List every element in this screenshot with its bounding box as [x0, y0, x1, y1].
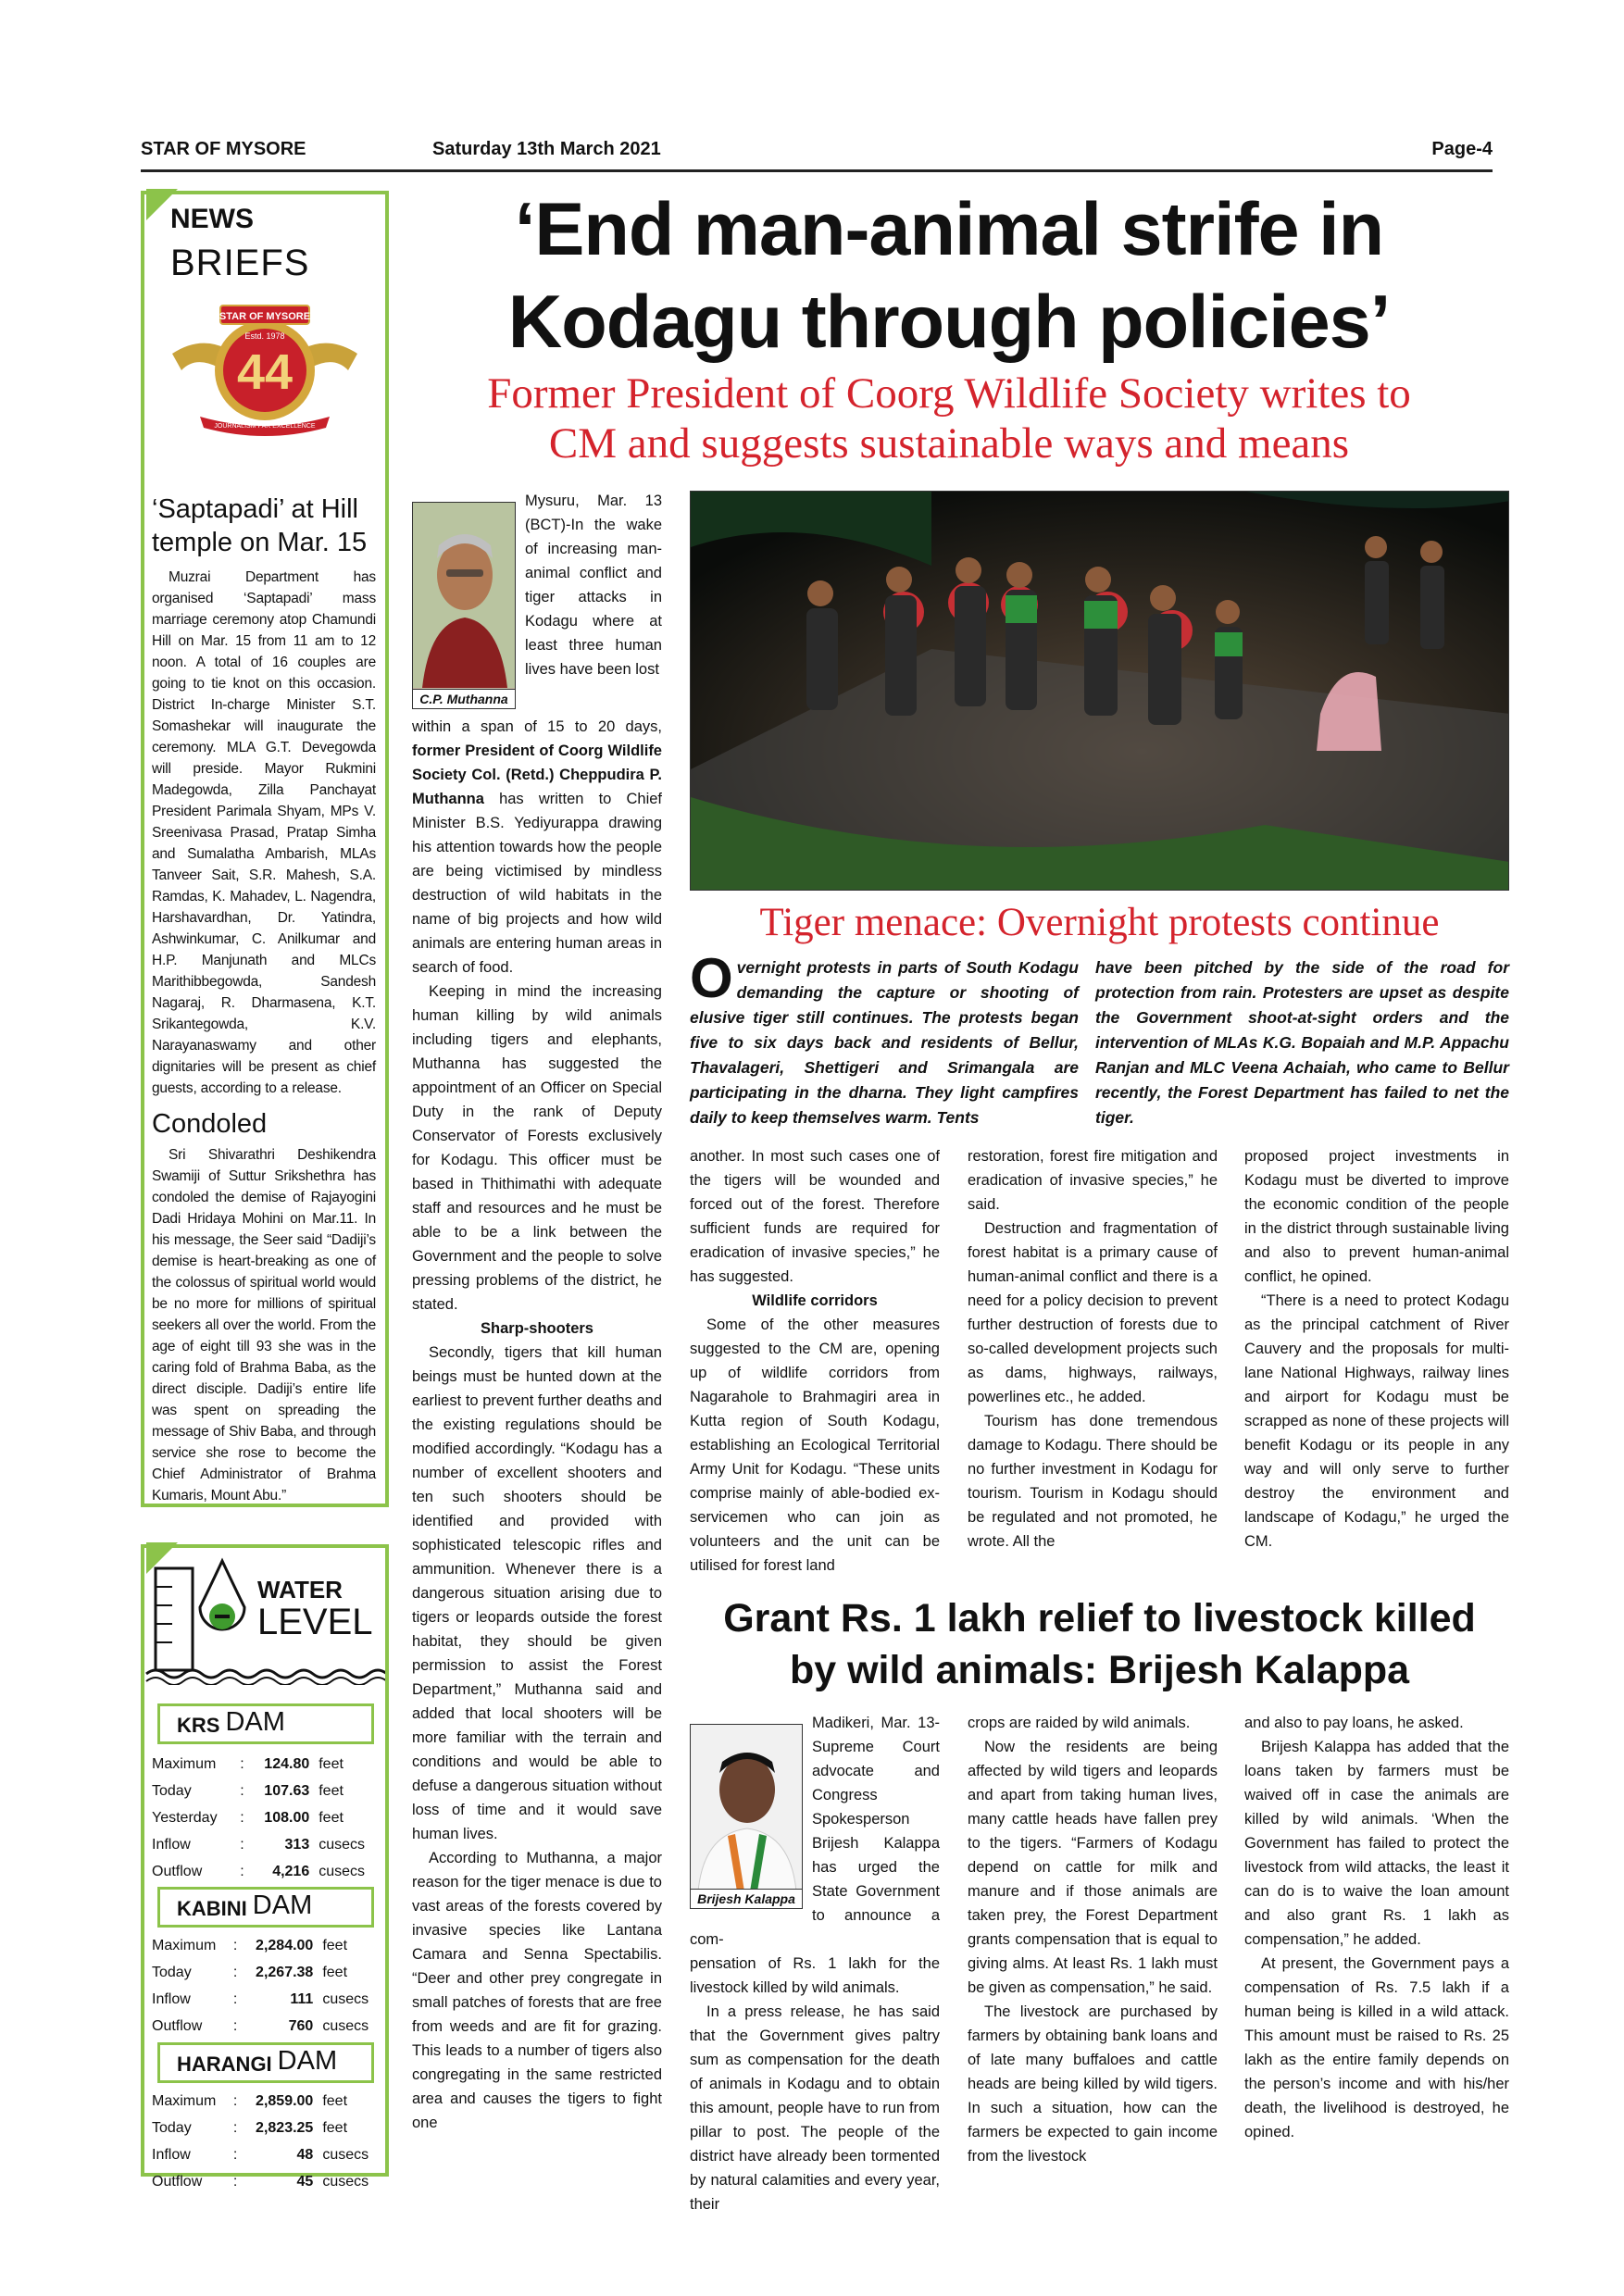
table-row: [152, 1933, 380, 1958]
table-row: [152, 2142, 380, 2167]
row-sep: :: [232, 1965, 238, 1980]
story1-column-3: [968, 1144, 1218, 1554]
story1-intro: Mysuru, Mar. 13 (BCT)-In the wake of increasing man-animal conflict and tiger attacks in Kodagu where at least three human lives have been lost: [525, 493, 662, 678]
deck-line-1: Former President of Coorg Wildlife Society writes to: [487, 369, 1411, 418]
story1-column-1: [412, 489, 662, 2202]
row-value: 108.00: [264, 1810, 310, 1826]
grant-headline: [690, 1592, 1509, 1696]
news-label: NEWS: [170, 204, 254, 234]
row-unit: feet: [322, 2120, 348, 2136]
grant-headline-line-1: Grant Rs. 1 lakh relief to livestock killed: [723, 1596, 1476, 1641]
row-value: 2,823.25: [256, 2120, 314, 2136]
table-row: [152, 2089, 380, 2114]
grant-paragraph: At present, the Government pays a compensation of Rs. 7.5 lakh if a human being is killed in a wild attack. This amount must be raised to Rs. 25 lakh as the entire family depends on the person’s income and with his/her death, the livelihood is destroyed, he opined.: [1244, 1955, 1509, 2140]
table-row: [152, 1752, 380, 1777]
row-sep: :: [232, 1938, 238, 1953]
water-label: WATER: [257, 1576, 343, 1603]
grant-paragraph: Brijesh Kalappa has added that the loans taken by farmers must be waived off in case the animals are killed by wild animals. ‘When the Government has failed to protect the livestock from wild attacks, the least it can do is to waive the loan amount and also grant Rs. 1 lakh as compensation,” he added.: [1244, 1739, 1509, 1948]
row-label: Inflow: [152, 1837, 191, 1853]
row-label: Inflow: [152, 2147, 191, 2163]
row-unit: cusecs: [322, 2018, 369, 2034]
table-row: [152, 1859, 380, 1884]
brief2-body: [152, 1144, 376, 1506]
story1-paragraph: Secondly, tigers that kill human beings must be hunted down at the earliest to prevent further deaths and the existing regulations should be modified accordingly. “Kodagu has a number of excellent shooters and ten such shooters should be identified and provided with sophisticated telescopic rifles and ammunition. Whenever there is a dangerous situation arising due to tigers or leopards outside the forest habitat, they should be given permission to assist the Forest Department,” Muthanna said and added that local shooters will be more familiar with the terrain and conditions and would be able to defuse a dangerous situation without loss of time and it would save human lives.: [412, 1344, 662, 1842]
grant-headline-line-2: by wild animals: Brijesh Kalappa: [789, 1648, 1410, 1692]
headline-line-2: Kodagu through policies’: [507, 281, 1391, 364]
story1-paragraph: Some of the other measures suggested to the CM are, opening up of wildlife corridors from Nagarahole to Brahmagiri area in Kutta region of South Kodagu, establishing an Ecological Territorial Army Unit for Kodagu. “These units comprise mainly of able-bodied ex-servicemen who can join as volunteers and the unit can be utilised for forest land: [690, 1316, 940, 1574]
row-value: 2,267.38: [256, 1965, 314, 1980]
logo-title: STAR OF MYSORE: [219, 311, 311, 322]
masthead: [141, 139, 1493, 172]
row-label: Outflow: [152, 2174, 203, 2190]
story1-intro-cont: within a span of 15 to 20 days,: [412, 718, 662, 735]
story1-paragraph: “There is a need to protect Kodagu as the principal catchment of River Cauvery and the proposals for multi-lane National Highways, railway lines and airport for Kodagu must be scrapped as none of these projects will benefit Kodagu or its people in any way and will only serve to further destroy the environment and landscape of Kodagu,” he urged the CM.: [1244, 1292, 1509, 1550]
logo-motto: JOURNALISM PAR EXCELLENCE: [214, 423, 316, 430]
grant-paragraph: Madikeri, Mar. 13- Supreme Court advocate and Congress Spokesperson Brijesh Kalappa has urged the State Government to announce a com-: [690, 1715, 940, 1948]
row-sep: :: [232, 2174, 238, 2190]
krs-dam-header: [157, 1703, 374, 1744]
star-of-mysore-44-logo: [163, 298, 367, 437]
row-sep: :: [232, 2120, 238, 2136]
row-sep: :: [232, 2147, 238, 2163]
muthanna-photo: [412, 502, 516, 709]
krs-dam-name: KRS: [177, 1714, 220, 1737]
row-value: 313: [284, 1837, 310, 1853]
dam-suffix: DAM: [277, 2046, 338, 2076]
story1-intro-end: has written to Chief Minister B.S. Yediyurappa drawing his attention towards how the people are being victimised by mindless destruction of wild habitats in the name of big projects and how wild animals are entering human areas in search of food.: [412, 791, 662, 976]
main-deck: [389, 368, 1509, 468]
grant-paragraph: In a press release, he has said that the Government gives paltry sum as compensation for the death of animals in Kodagu and to obtain this amount, people have to run from pillar to post. The people of the district have already been tormented by natural calamities and every year, their: [690, 2003, 940, 2213]
row-sep: :: [232, 2018, 238, 2034]
level-label: LEVEL: [257, 1602, 373, 1642]
row-label: Maximum: [152, 2093, 217, 2109]
grant-paragraph: pensation of Rs. 1 lakh for the livestock killed by wild animals.: [690, 1955, 940, 1996]
brief1-body: [152, 567, 376, 1099]
table-row: [152, 1778, 380, 1803]
brief1-text: Muzrai Department has organised ‘Saptapadi’ mass marriage ceremony atop Chamundi Hill on Mar. 15 from 11 am to 12 noon. A total of 16 couples are going to tie knot on this occasion. District In-charge Minister S.T. Somashekar will inaugurate the ceremony. MLA G.T. Devegowda will preside. Mayor Rukmini Madegowda, Zilla Panchayat President Parimala Shyam, MPs V. Sreenivasa Prasad, Pratap Simha and Sumalatha Ambarish, MLAs Tanveer Sait, S.R. Mahesh, S.A. Ramdas, K. Mahadev, L. Nagendra, Harshavardhan, Dr. Yatindra, Ashwinkumar, C. Anilkumar and H.P. Manjunath and MLCs Marithibbegowda, Sandesh Nagaraj, R. Dharmasena, K.T. Srikantegowda, K.V. Narayanaswamy and other dignitaries will be present as chief guests, according to a release.: [152, 569, 376, 1096]
row-label: Outflow: [152, 1864, 203, 1879]
row-label: Inflow: [152, 1991, 191, 2007]
row-unit: cusecs: [322, 1991, 369, 2007]
row-unit: cusecs: [319, 1837, 366, 1853]
protest-photo: [690, 491, 1509, 891]
row-sep: :: [232, 2093, 238, 2109]
news-briefs-box: [141, 191, 389, 1507]
table-row: [152, 2014, 380, 2039]
row-value: 48: [296, 2147, 314, 2163]
row-value: 45: [296, 2174, 314, 2190]
story1-paragraph: proposed project investments in Kodagu must be diverted to improve the economic condition of the people in the district through sustainable living and also to prevent human-animal conflict, he opined.: [1244, 1148, 1509, 1285]
brief2-title: Condoled: [152, 1109, 268, 1139]
drop-cap: O: [690, 947, 733, 1009]
harangi-dam-table: [150, 2087, 381, 2196]
muthanna-caption: C.P. Muthanna: [413, 689, 515, 708]
story1-paragraph: another. In most such cases one of the tigers will be wounded and forced out of the forest. Therefore sufficient funds are required for eradication of invasive species,” he has suggested.: [690, 1148, 940, 1285]
row-value: 111: [290, 1991, 314, 2007]
story1-paragraph: restoration, forest fire mitigation and eradication of invasive species,” he said.: [968, 1148, 1218, 1213]
kabini-dam-header: [157, 1887, 374, 1928]
row-label: Maximum: [152, 1938, 217, 1953]
grant-column-3: [1244, 1711, 1509, 2144]
grant-paragraph: Now the residents are being affected by wild tigers and leopards and apart from taking human lives, many cattle heads have fallen prey to the tigers. “Farmers of Kodagu depend on cattle for milk and manure and if those animals are taken prey, the Forest Department grants compensation that is equal to giving alms. At least Rs. 1 lakh must be given as compensation,” he said.: [968, 1739, 1218, 1996]
tiger-lede-text: vernight protests in parts of South Kodagu demanding the capture or shooting of elusive tiger still continues. The protests began five to six days back and residents of Bellur, Thavalageri, Shettigeri and Srimangala are participating in the dharna. They light campfires daily to keep themselves warm. Tents: [690, 958, 1079, 1127]
logo-estd: Estd. 1978: [244, 331, 285, 341]
row-sep: :: [240, 1864, 244, 1879]
row-value: 2,284.00: [256, 1938, 314, 1953]
row-unit: feet: [319, 1783, 344, 1799]
story1-paragraph: Destruction and fragmentation of forest habitat is a primary cause of human-animal conflict and there is a need for a policy decision to prevent further destruction of forests due to so-called development projects such as dams, highways, railways, powerlines etc., he added.: [968, 1220, 1218, 1405]
story1-paragraph: According to Muthanna, a major reason for the tiger menace is due to vast areas of the forests covered by invasive species like Lantana Camara and Senna Spectabilis. “Deer and other prey congregate in small patches of forests that are free from weeds and are fit for grazing. This leads to a number of tigers also congregating in the same restricted area and causes the tigers to fight one: [412, 1850, 662, 2131]
briefs-label: BRIEFS: [170, 243, 310, 283]
story1-paragraph: Tourism has done tremendous damage to Kodagu. There should be no further investment in Kodagu for tourism. Tourism in Kodagu should be regulated and not promoted, he wrote. All the: [968, 1413, 1218, 1550]
tiger-lede-right: [1095, 955, 1509, 1130]
row-unit: cusecs: [322, 2174, 369, 2190]
table-row: [152, 2115, 380, 2140]
row-label: Today: [152, 2120, 192, 2136]
harangi-dam-name: HARANGI: [177, 2053, 272, 2076]
row-sep: :: [240, 1810, 244, 1826]
row-unit: feet: [319, 1810, 344, 1826]
row-sep: :: [240, 1756, 244, 1772]
row-unit: feet: [319, 1756, 344, 1772]
harangi-dam-header: [157, 2042, 374, 2083]
tiger-headline: Tiger menace: Overnight protests continue: [759, 901, 1440, 944]
story1-column-4: [1244, 1144, 1509, 1554]
deck-line-2: CM and suggests sustainable ways and means: [548, 419, 1350, 468]
krs-dam-table: [150, 1750, 381, 1886]
grant-column-1: [690, 1711, 940, 2216]
row-label: Yesterday: [152, 1810, 218, 1826]
grant-column-2: [968, 1711, 1218, 2168]
table-row: [152, 2169, 380, 2194]
brief2-text: Sri Shivarathri Deshikendra Swamiji of Suttur Srikshethra has condoled the demise of Rajayogini Dadi Hridaya Mohini on Mar.11. In his message, the Seer said “Dadiji’s demise is heart-breaking as one of the colossus of spiritual world would be no more for millions of spiritual seekers all over the world. From the age of eight till 93 she was in the caring fold of Brahma Baba, as the direct disciple. Dadiji’s entire life was spent on spreading the message of Shiv Baba, and through service she rose to become the Chief Administrator of Brahma Kumaris, Mount Abu.”: [152, 1147, 376, 1504]
tiger-lede-left: [690, 947, 1079, 1130]
brief1-title: ‘Saptapadi’ at Hill temple on Mar. 15: [152, 494, 368, 557]
kalappa-photo: [690, 1724, 803, 1909]
row-unit: cusecs: [322, 2147, 369, 2163]
kalappa-caption: Brijesh Kalappa: [691, 1889, 802, 1908]
row-value: 124.80: [264, 1756, 310, 1772]
story1-column-2: [690, 1144, 940, 1578]
row-sep: :: [240, 1837, 244, 1853]
kabini-dam-name: KABINI: [177, 1897, 247, 1920]
row-value: 107.63: [264, 1783, 310, 1799]
row-unit: cusecs: [319, 1864, 366, 1879]
kabini-dam-table: [150, 1931, 381, 2040]
headline-line-1: ‘End man-animal strife in: [514, 188, 1384, 271]
grant-paragraph: The livestock are purchased by farmers by obtaining bank loans and of late many buffaloes and cattle heads are being killed by wild tigers. In such a situation, how can the farmers be expected to gain income from the livestock: [968, 2003, 1218, 2165]
story1-paragraph: Keeping in mind the increasing human killing by wild animals including tigers and elephants, Muthanna has suggested the appointment of an Officer on Special Duty in the rank of Deputy Conservator of Forests exclusively for Kodagu. This officer must be based in Thithimathi with adequate staff and resources and he must be able to be a link between the Government and the people to solve pressing problems of the district, he stated.: [412, 983, 662, 1313]
row-label: Outflow: [152, 2018, 203, 2034]
page-number: Page-4: [1431, 139, 1493, 159]
row-value: 2,859.00: [256, 2093, 314, 2109]
table-row: [152, 1832, 380, 1857]
row-sep: :: [232, 1991, 238, 2007]
table-row: [152, 1960, 380, 1985]
grant-paragraph: and also to pay loans, he asked.: [1244, 1715, 1464, 1731]
dam-suffix: DAM: [225, 1707, 285, 1737]
logo-number: 44: [236, 344, 294, 400]
story1-subhead: Wildlife corridors: [752, 1292, 878, 1309]
row-unit: feet: [322, 1938, 348, 1953]
table-row: [152, 1805, 380, 1830]
paper-name: STAR OF MYSORE: [141, 139, 306, 159]
row-label: Today: [152, 1783, 192, 1799]
row-unit: feet: [322, 1965, 348, 1980]
story1-subhead: Sharp-shooters: [481, 1320, 593, 1337]
dam-suffix: DAM: [252, 1890, 313, 1920]
table-row: [152, 1987, 380, 2012]
row-value: 4,216: [272, 1864, 310, 1879]
row-label: Maximum: [152, 1756, 217, 1772]
main-headline: [389, 183, 1509, 368]
story1-intro-bold: former President of Coorg Wildlife Society Col. (Retd.) Cheppudira P. Muthanna: [412, 742, 662, 807]
grant-paragraph: crops are raided by wild animals.: [968, 1715, 1191, 1731]
issue-date: Saturday 13th March 2021: [432, 139, 661, 159]
water-level-box: [141, 1544, 389, 2190]
row-label: Today: [152, 1965, 192, 1980]
row-value: 760: [288, 2018, 314, 2034]
tiger-lede-text: have been pitched by the side of the road for protection from rain. Protesters are upset as despite the Government shoot-at-sight orders and the intervention of MLAs K.G. Bopaiah and M.P. Appachu Ranjan and MLC Veena Achaiah, who came to Bellur recently, the Forest Department has failed to net the tiger.: [1095, 958, 1509, 1127]
row-sep: :: [240, 1783, 244, 1799]
row-unit: feet: [322, 2093, 348, 2109]
